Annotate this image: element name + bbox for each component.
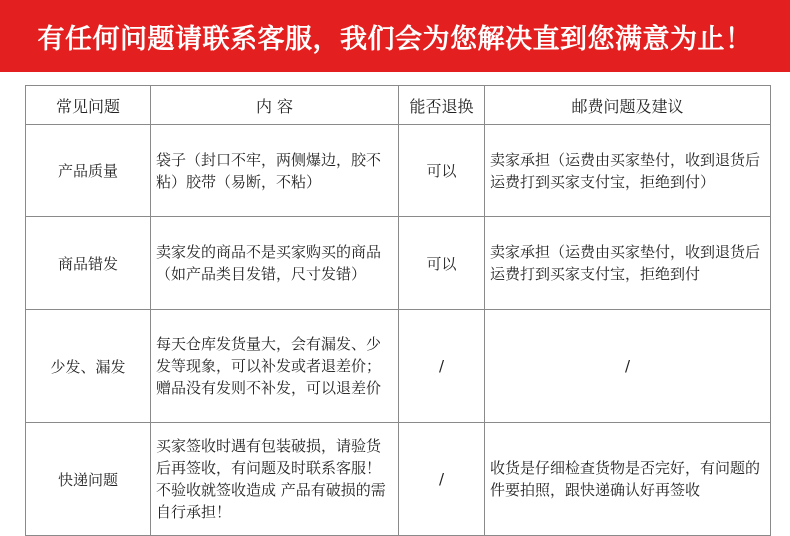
table-row <box>26 217 771 310</box>
header-content: 内 容 <box>151 86 399 125</box>
row-returnable: / <box>399 310 485 423</box>
row-content: 袋子（封口不牢，两侧爆边，胶不粘）胶带（易断，不粘） <box>151 125 399 217</box>
row-postage: / <box>485 310 771 423</box>
row-content: 卖家发的商品不是买家购买的商品（如产品类目发错，尺寸发错） <box>151 217 399 310</box>
row-category: 少发、漏发 <box>26 310 151 423</box>
table-header-row <box>26 86 771 125</box>
header-banner <box>0 0 790 72</box>
row-content: 买家签收时遇有包装破损，请验货后再签收，有问题及时联系客服！不验收就签收造成 产品有破损的需自行承担！ <box>151 423 399 536</box>
row-postage: 卖家承担（运费由买家垫付，收到退货后运费打到买家支付宝，拒绝到付 <box>485 217 771 310</box>
header-returnable: 能否退换 <box>399 86 485 125</box>
row-returnable: 可以 <box>399 217 485 310</box>
header-category: 常见问题 <box>26 86 151 125</box>
banner-title: 有任何问题请联系客服，我们会为您解决直到您满意为止！ <box>37 23 753 55</box>
row-category: 快递问题 <box>26 423 151 536</box>
row-category: 产品质量 <box>26 125 151 217</box>
row-category: 商品错发 <box>26 217 151 310</box>
row-postage: 收货是仔细检查货物是否完好，有问题的件要拍照，跟快递确认好再签收 <box>485 423 771 536</box>
row-content: 每天仓库发货量大，会有漏发、少发等现象，可以补发或者退差价；赠品没有发则不补发，可以退差价 <box>151 310 399 423</box>
table-row <box>26 125 771 217</box>
row-returnable: 可以 <box>399 125 485 217</box>
faq-table <box>25 85 771 536</box>
table-row <box>26 310 771 423</box>
row-postage: 卖家承担（运费由买家垫付，收到退货后运费打到买家支付宝，拒绝到付） <box>485 125 771 217</box>
row-returnable: / <box>399 423 485 536</box>
header-postage: 邮费问题及建议 <box>485 86 771 125</box>
